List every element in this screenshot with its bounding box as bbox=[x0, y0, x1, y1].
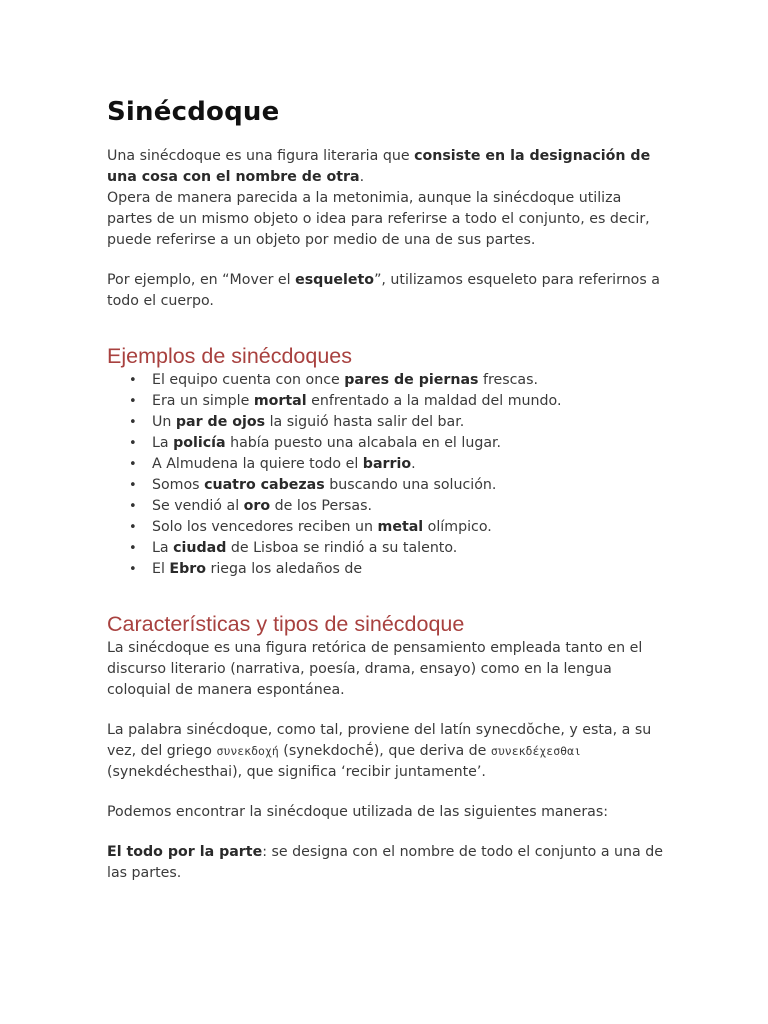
list-item bbox=[152, 496, 667, 517]
intro-text: Una sinécdoque es una figura literaria que bbox=[107, 148, 415, 164]
list-item bbox=[152, 412, 667, 433]
list-item bbox=[152, 475, 667, 496]
list-item bbox=[152, 433, 667, 454]
list-item-text: Somos bbox=[152, 477, 205, 493]
intro-paragraph-2: Opera de manera parecida a la metonimia, aunque la sinécdoque utiliza partes de un mismo objeto o idea para referirse a todo el conjunto, es decir, puede referirse a un objeto por medio de una de sus partes. bbox=[107, 190, 650, 248]
list-item-text: olímpico. bbox=[423, 519, 492, 535]
list-item-text: El bbox=[152, 561, 170, 577]
list-item-bold: policía bbox=[173, 435, 226, 451]
intro-bold: consiste en la designación de una cosa con el nombre de otra bbox=[107, 148, 651, 185]
list-item-text: de los Persas. bbox=[270, 498, 373, 514]
list-item-text: La bbox=[152, 435, 174, 451]
example-end: ”, utilizamos esqueleto para referirnos a todo el cuerpo. bbox=[107, 272, 660, 309]
list-item-text: Era un simple bbox=[152, 393, 254, 409]
list-item-text: El equipo cuenta con once bbox=[152, 372, 345, 388]
list-item-bold: oro bbox=[243, 498, 271, 514]
etymology-text: La palabra sinécdoque, como tal, proviene del latín synecdŏche, y esta, a su vez, del griego bbox=[107, 722, 652, 759]
list-item-text: la siguió hasta salir del bar. bbox=[265, 414, 465, 430]
list-item-text: A Almudena la quiere todo el bbox=[152, 456, 363, 472]
list-item-bold: Ebro bbox=[169, 561, 207, 577]
list-item-text: . bbox=[411, 456, 416, 472]
characteristics-paragraph-1: La sinécdoque es una figura retórica de pensamiento empleada tanto en el discurso literario (narrativa, poesía, drama, ensayo) como en la lengua coloquial de manera espontánea. bbox=[107, 640, 643, 698]
list-item-text: Solo los vencedores reciben un bbox=[152, 519, 378, 535]
list-item bbox=[152, 370, 667, 391]
list-item-text: Un bbox=[152, 414, 176, 430]
whole-for-part-bold: El todo por la parte bbox=[107, 844, 263, 860]
examples-list bbox=[107, 370, 667, 580]
example-bold: esqueleto bbox=[295, 272, 375, 288]
list-item-text: Se vendió al bbox=[152, 498, 244, 514]
list-item-text: riega los aledaños de bbox=[206, 561, 363, 577]
example-paragraph bbox=[107, 270, 667, 312]
list-item-text: de Lisboa se rindió a su talento. bbox=[226, 540, 458, 556]
list-item bbox=[152, 391, 667, 412]
list-item-bold: ciudad bbox=[173, 540, 227, 556]
whole-for-part-paragraph bbox=[107, 842, 667, 884]
list-item bbox=[152, 559, 667, 580]
etymology-text: (synekdochḗ), que deriva de bbox=[278, 743, 491, 759]
example-text: Por ejemplo, en “Mover el bbox=[107, 272, 296, 288]
list-item bbox=[152, 538, 667, 559]
intro-paragraph bbox=[107, 146, 667, 188]
whole-for-part-text: : se designa con el nombre de todo el conjunto a una de las partes. bbox=[107, 844, 663, 881]
document-content bbox=[107, 96, 667, 884]
greek-word-1: συνεκδοχή bbox=[216, 744, 279, 758]
list-item-text: enfrentado a la maldad del mundo. bbox=[306, 393, 562, 409]
etymology-text: (synekdéchesthai), que significa ‘recibir juntamente’. bbox=[107, 764, 486, 780]
list-item-text: frescas. bbox=[478, 372, 539, 388]
section-heading-examples: Ejemplos de sinécdoques bbox=[107, 344, 353, 368]
list-item bbox=[152, 454, 667, 475]
section-heading-characteristics: Características y tipos de sinécdoque bbox=[107, 612, 465, 636]
etymology-paragraph bbox=[107, 720, 667, 783]
list-item-text: La bbox=[152, 540, 174, 556]
list-item bbox=[152, 517, 667, 538]
intro-end: . bbox=[359, 169, 365, 185]
usage-paragraph: Podemos encontrar la sinécdoque utilizada de las siguientes maneras: bbox=[107, 804, 609, 820]
greek-word-2: συνεκδέχεσθαι bbox=[490, 744, 581, 758]
list-item-text: había puesto una alcabala en el lugar. bbox=[225, 435, 502, 451]
list-item-text: buscando una solución. bbox=[324, 477, 497, 493]
list-item-bold: pares de piernas bbox=[344, 372, 479, 388]
list-item-bold: par de ojos bbox=[175, 414, 266, 430]
page-title: Sinécdoque bbox=[107, 97, 280, 127]
list-item-bold: metal bbox=[377, 519, 424, 535]
list-item-bold: cuatro cabezas bbox=[204, 477, 325, 493]
list-item-bold: barrio bbox=[362, 456, 412, 472]
list-item-bold: mortal bbox=[253, 393, 307, 409]
